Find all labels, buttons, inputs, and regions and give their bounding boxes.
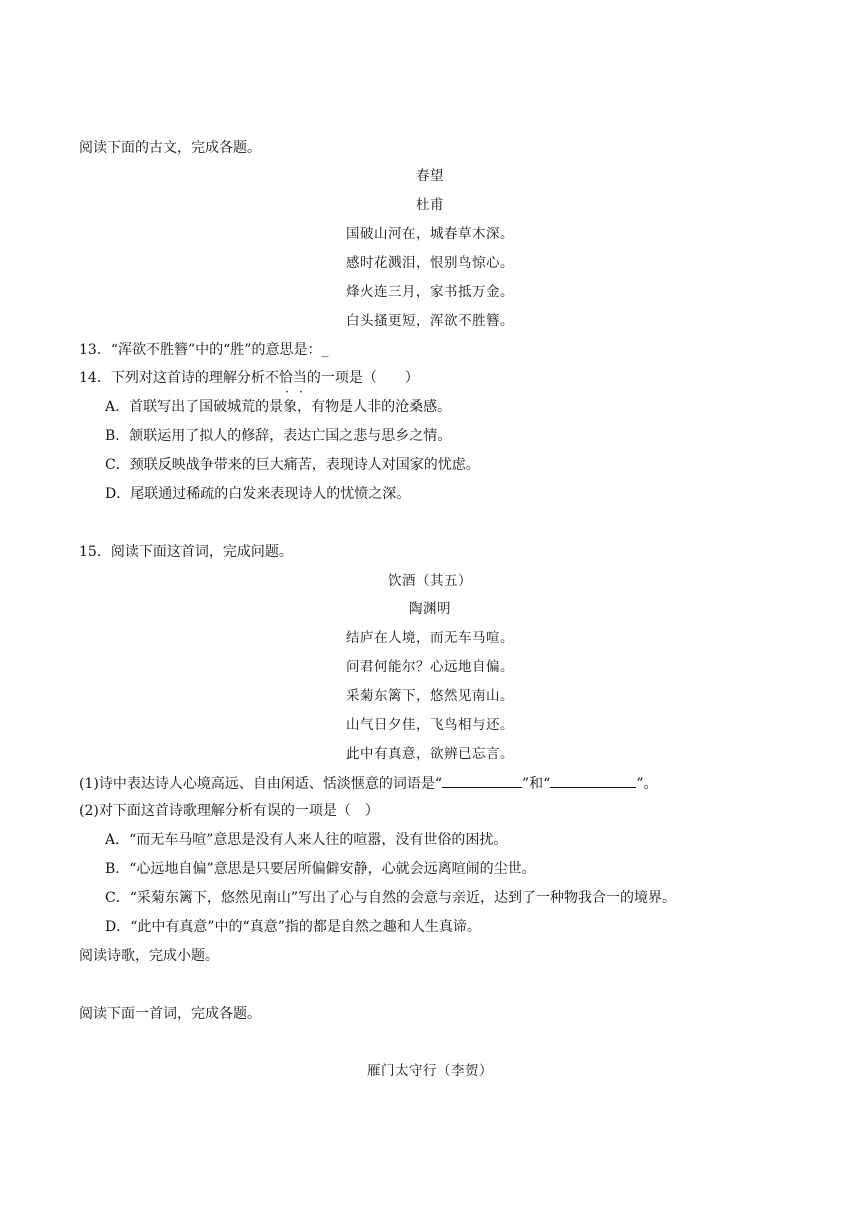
instruction-text: 阅读下面的古文，完成各题。 bbox=[79, 140, 261, 156]
option-d: D．“此中有真意”中的“真意”指的都是自然之趣和人生真谛。 bbox=[105, 919, 481, 935]
answer-blank[interactable]: _ bbox=[321, 342, 329, 358]
poem-line: 山气日夕佳，飞鸟相与还。 bbox=[346, 717, 514, 733]
question-text: (1)诗中表达诗人心境高远、自由闲适、恬淡惬意的词语是“ bbox=[79, 776, 442, 792]
poem-line: 国破山河在，城春草木深。 bbox=[346, 226, 514, 242]
poem-line: 此中有真意，欲辨已忘言。 bbox=[346, 746, 514, 762]
poem-author: 杜甫 bbox=[416, 197, 444, 213]
option-b: B．颔联运用了拟人的修辞，表达亡国之悲与思乡之情。 bbox=[105, 428, 452, 444]
emphasis-char: 当 bbox=[292, 370, 307, 386]
question-15-1 bbox=[79, 773, 658, 794]
option-b: B．“心远地自偏”意思是只要居所偏僻安静，心就会远离喧闹的尘世。 bbox=[105, 861, 536, 877]
question-14-stem bbox=[79, 368, 419, 388]
question-14-text: 的一项是（ ） bbox=[306, 370, 419, 386]
poem-line: 感时花溅泪，恨别鸟惊心。 bbox=[346, 255, 514, 271]
option-c: C．颈联反映战争带来的巨大痛苦，表现诗人对国家的忧虑。 bbox=[105, 457, 480, 473]
poem-line: 烽火连三月，家书抵万金。 bbox=[346, 284, 514, 300]
option-c: C．“采菊东篱下，悠然见南山”写出了心与自然的会意与亲近，达到了一种物我合一的境界。 bbox=[105, 890, 677, 906]
emphasis-char: 恰 bbox=[278, 370, 293, 386]
instruction-text: 阅读诗歌，完成小题。 bbox=[79, 948, 219, 964]
poem-author: 陶渊明 bbox=[409, 601, 451, 617]
poem-title: 春望 bbox=[416, 168, 444, 184]
poem-line: 采菊东篱下，悠然见南山。 bbox=[346, 688, 514, 704]
poem-line: 白头搔更短，浑欲不胜簪。 bbox=[346, 313, 514, 329]
option-a: A．“而无车马喧”意思是没有人来人往的喧嚣，没有世俗的困扰。 bbox=[105, 832, 508, 848]
question-13 bbox=[79, 340, 328, 360]
answer-blank-1[interactable] bbox=[442, 773, 522, 788]
question-text: ”。 bbox=[636, 776, 658, 792]
poem-line: 问君何能尔？心远地自偏。 bbox=[346, 659, 514, 675]
question-13-text: 13．“浑欲不胜簪”中的“胜”的意思是： bbox=[79, 342, 322, 358]
poem-title: 雁门太守行（李贺） bbox=[367, 1063, 493, 1079]
question-15-intro: 15．阅读下面这首词，完成问题。 bbox=[79, 544, 293, 560]
option-d: D．尾联通过稀疏的白发来表现诗人的忧愤之深。 bbox=[105, 486, 411, 502]
option-a: A．首联写出了国破城荒的景象，有物是人非的沧桑感。 bbox=[105, 399, 452, 415]
poem-line: 结庐在人境，而无车马喧。 bbox=[346, 630, 514, 646]
instruction-text: 阅读下面一首词，完成各题。 bbox=[79, 1006, 261, 1022]
question-text: ”和“ bbox=[522, 776, 551, 792]
poem-title: 饮酒（其五） bbox=[388, 573, 472, 589]
question-15-2-stem: (2)对下面这首诗歌理解分析有误的一项是（ ） bbox=[79, 803, 379, 819]
answer-blank-2[interactable] bbox=[550, 773, 636, 788]
question-14-text: 14．下列对这首诗的理解分析不 bbox=[79, 370, 279, 386]
